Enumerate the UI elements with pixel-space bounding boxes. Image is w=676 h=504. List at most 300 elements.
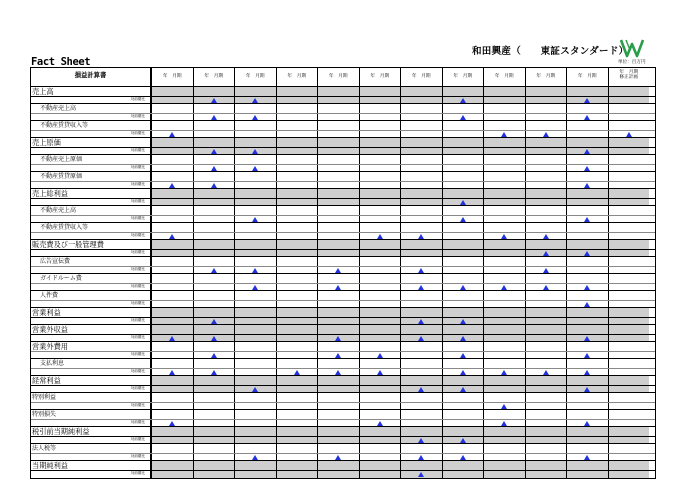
value-cell [151, 233, 193, 239]
value-cell [525, 325, 567, 334]
value-cell [193, 138, 235, 147]
value-cell [483, 393, 525, 402]
ratio-row [31, 284, 655, 291]
value-cell [608, 359, 650, 368]
value-cell [400, 223, 442, 232]
value-cell [276, 165, 318, 171]
value-cell [566, 308, 608, 317]
value-cell [608, 114, 650, 120]
value-cell [483, 267, 525, 273]
value-cell [276, 427, 318, 436]
ratio-label: 対前期比 [31, 216, 151, 222]
value-cell [566, 155, 608, 164]
value-cell [608, 308, 650, 317]
column-header-5: 年 月期 [317, 68, 359, 86]
value-cell [608, 342, 650, 351]
value-cell [234, 342, 276, 351]
value-cell [525, 114, 567, 120]
value-cell [442, 138, 484, 147]
value-cell [400, 471, 442, 478]
value-cell [234, 199, 276, 205]
value-cell [525, 376, 567, 385]
column-header-10: 年 月期 [525, 68, 567, 86]
triangle-up-icon [252, 217, 258, 222]
row-label: 売上高 [31, 87, 151, 96]
value-cell [608, 233, 650, 239]
triangle-up-icon [501, 132, 507, 137]
value-cell [317, 199, 359, 205]
value-cell [525, 131, 567, 137]
value-cell [525, 301, 567, 307]
value-cell [483, 386, 525, 392]
value-cell [483, 454, 525, 460]
value-cell [193, 240, 235, 249]
value-cell [400, 325, 442, 334]
value-cell [483, 342, 525, 351]
section-row [31, 240, 655, 250]
value-cell [193, 148, 235, 154]
value-cell [483, 359, 525, 368]
value-cell [151, 97, 193, 103]
value-cell [234, 335, 276, 341]
value-cell [400, 420, 442, 426]
value-cell [525, 223, 567, 232]
value-cell [566, 471, 608, 478]
ratio-label: 対前期比 [31, 352, 151, 358]
triangle-up-icon [584, 98, 590, 103]
triangle-up-icon [584, 421, 590, 426]
triangle-up-icon [584, 149, 590, 154]
ratio-row [31, 454, 655, 461]
value-cell [442, 403, 484, 409]
ratio-row [31, 97, 655, 104]
value-cell [566, 267, 608, 273]
triangle-up-icon [543, 285, 549, 290]
value-cell [608, 386, 650, 392]
value-cell [442, 308, 484, 317]
value-cell [193, 104, 235, 113]
value-cell [400, 104, 442, 113]
value-cell [400, 376, 442, 385]
item-row [31, 291, 655, 301]
triangle-up-icon [418, 387, 424, 392]
value-cell [442, 240, 484, 249]
triangle-up-icon [584, 166, 590, 171]
value-cell [400, 233, 442, 239]
value-cell [442, 284, 484, 290]
value-cell [234, 216, 276, 222]
ratio-row [31, 301, 655, 308]
value-cell [234, 359, 276, 368]
value-cell [193, 471, 235, 478]
triangle-up-icon [335, 353, 341, 358]
value-cell [359, 257, 401, 266]
ratio-row [31, 216, 655, 223]
triangle-up-icon [211, 115, 217, 120]
value-cell [608, 410, 650, 419]
value-cell [359, 114, 401, 120]
value-cell [608, 427, 650, 436]
value-cell [317, 274, 359, 283]
value-cell [608, 335, 650, 341]
row-label: 税引前当期純利益 [31, 427, 151, 436]
value-cell [317, 318, 359, 324]
value-cell [359, 148, 401, 154]
value-cell [566, 284, 608, 290]
value-cell [442, 471, 484, 478]
triangle-up-icon [418, 285, 424, 290]
triangle-up-icon [584, 183, 590, 188]
triangle-up-icon [418, 268, 424, 273]
value-cell [483, 189, 525, 198]
value-cell [608, 223, 650, 232]
column-header-9: 年 月期 [483, 68, 525, 86]
ratio-label: 対前期比 [31, 267, 151, 273]
ratio-label: 対前期比 [31, 318, 151, 324]
value-cell [359, 376, 401, 385]
value-cell [193, 403, 235, 409]
value-cell [234, 308, 276, 317]
value-cell [276, 284, 318, 290]
value-cell [400, 97, 442, 103]
value-cell [566, 359, 608, 368]
ratio-label: 対前期比 [31, 250, 151, 256]
value-cell [525, 342, 567, 351]
value-cell [151, 189, 193, 198]
triangle-up-icon [335, 268, 341, 273]
value-cell [483, 352, 525, 358]
value-cell [317, 97, 359, 103]
value-cell [359, 308, 401, 317]
value-cell [317, 216, 359, 222]
value-cell [400, 369, 442, 375]
value-cell [608, 369, 650, 375]
value-cell [442, 121, 484, 130]
value-cell [193, 410, 235, 419]
value-cell [442, 223, 484, 232]
value-cell [483, 148, 525, 154]
triangle-up-icon [211, 166, 217, 171]
value-cell [317, 461, 359, 470]
value-cell [525, 444, 567, 453]
value-cell [276, 267, 318, 273]
value-cell [359, 291, 401, 300]
value-cell [566, 420, 608, 426]
triangle-up-icon [418, 472, 424, 477]
row-label: 売上総利益 [31, 189, 151, 198]
value-cell [359, 410, 401, 419]
value-cell [276, 393, 318, 402]
value-cell [276, 335, 318, 341]
value-cell [151, 240, 193, 249]
value-cell [317, 335, 359, 341]
value-cell [566, 172, 608, 181]
ratio-label: 対前期比 [31, 437, 151, 443]
value-cell [151, 403, 193, 409]
column-header-3: 年 月期 [234, 68, 276, 86]
value-cell [276, 420, 318, 426]
value-cell [151, 121, 193, 130]
value-cell [525, 250, 567, 256]
value-cell [234, 291, 276, 300]
value-cell [483, 427, 525, 436]
triangle-up-icon [169, 370, 175, 375]
item-row [31, 257, 655, 267]
value-cell [234, 138, 276, 147]
value-cell [317, 393, 359, 402]
value-cell [359, 189, 401, 198]
value-cell [193, 206, 235, 215]
value-cell [566, 427, 608, 436]
triangle-up-icon [211, 336, 217, 341]
value-cell [442, 461, 484, 470]
value-cell [359, 216, 401, 222]
value-cell [608, 206, 650, 215]
value-cell [151, 386, 193, 392]
value-cell [400, 359, 442, 368]
value-cell [525, 155, 567, 164]
triangle-up-icon [377, 421, 383, 426]
value-cell [234, 182, 276, 188]
value-cell [317, 233, 359, 239]
value-cell [442, 301, 484, 307]
triangle-up-icon [377, 370, 383, 375]
value-cell [359, 359, 401, 368]
value-cell [400, 257, 442, 266]
triangle-up-icon [335, 336, 341, 341]
value-cell [193, 342, 235, 351]
value-cell [442, 386, 484, 392]
value-cell [359, 138, 401, 147]
value-cell [359, 318, 401, 324]
value-cell [608, 301, 650, 307]
value-cell [193, 131, 235, 137]
triangle-up-icon [460, 217, 466, 222]
value-cell [400, 182, 442, 188]
triangle-up-icon [501, 421, 507, 426]
value-cell [442, 216, 484, 222]
value-cell [276, 172, 318, 181]
value-cell [400, 437, 442, 443]
value-cell [359, 444, 401, 453]
value-cell [151, 131, 193, 137]
value-cell [442, 325, 484, 334]
value-cell [525, 165, 567, 171]
value-cell [566, 403, 608, 409]
value-cell [400, 155, 442, 164]
value-cell [317, 87, 359, 96]
value-cell [193, 301, 235, 307]
triangle-up-icon [584, 336, 590, 341]
value-cell [566, 352, 608, 358]
item-row [31, 155, 655, 165]
value-cell [359, 223, 401, 232]
value-cell [608, 420, 650, 426]
value-cell [442, 155, 484, 164]
row-label: 販売費及び一般管理費 [31, 240, 151, 249]
value-cell [151, 376, 193, 385]
table-header-row [31, 68, 655, 87]
value-cell [234, 206, 276, 215]
value-cell [483, 437, 525, 443]
section-row [31, 376, 655, 386]
ratio-label: 対前期比 [31, 420, 151, 426]
value-cell [483, 165, 525, 171]
value-cell [317, 189, 359, 198]
value-cell [234, 155, 276, 164]
value-cell [234, 386, 276, 392]
value-cell [359, 233, 401, 239]
value-cell [483, 461, 525, 470]
value-cell [151, 199, 193, 205]
item-row [31, 393, 655, 403]
value-cell [566, 274, 608, 283]
value-cell [442, 410, 484, 419]
row-label: 広告宣伝費 [31, 257, 151, 266]
value-cell [151, 182, 193, 188]
value-cell [608, 393, 650, 402]
value-cell [193, 359, 235, 368]
value-cell [566, 335, 608, 341]
value-cell [525, 172, 567, 181]
value-cell [317, 291, 359, 300]
value-cell [483, 223, 525, 232]
triangle-up-icon [377, 234, 383, 239]
sheet-title: Fact Sheet [31, 56, 91, 68]
value-cell [359, 325, 401, 334]
value-cell [442, 199, 484, 205]
value-cell [151, 308, 193, 317]
value-cell [276, 257, 318, 266]
value-cell [483, 284, 525, 290]
triangle-up-icon [211, 98, 217, 103]
value-cell [317, 104, 359, 113]
item-row [31, 104, 655, 114]
ratio-row [31, 114, 655, 121]
value-cell [566, 437, 608, 443]
value-cell [400, 274, 442, 283]
value-cell [608, 216, 650, 222]
company-title: 和田興産（ 東証スタンダード） [472, 46, 629, 57]
ratio-row [31, 352, 655, 359]
value-cell [317, 250, 359, 256]
value-cell [608, 461, 650, 470]
column-header-1: 年 月期 [151, 68, 193, 86]
value-cell [483, 206, 525, 215]
value-cell [483, 240, 525, 249]
value-cell [400, 335, 442, 341]
triangle-up-icon [626, 132, 632, 137]
value-cell [193, 121, 235, 130]
value-cell [483, 376, 525, 385]
value-cell [359, 352, 401, 358]
value-cell [442, 427, 484, 436]
value-cell [276, 437, 318, 443]
triangle-up-icon [584, 387, 590, 392]
value-cell [151, 250, 193, 256]
triangle-up-icon [584, 217, 590, 222]
value-cell [400, 284, 442, 290]
value-cell [276, 206, 318, 215]
value-cell [359, 240, 401, 249]
value-cell [525, 461, 567, 470]
value-cell [151, 267, 193, 273]
value-cell [276, 291, 318, 300]
value-cell [317, 240, 359, 249]
ratio-label: 対前期比 [31, 97, 151, 103]
value-cell [276, 471, 318, 478]
value-cell [234, 444, 276, 453]
value-cell [276, 87, 318, 96]
value-cell [193, 444, 235, 453]
value-cell [400, 308, 442, 317]
row-label: 法人税等 [31, 444, 151, 453]
value-cell [525, 393, 567, 402]
value-cell [483, 403, 525, 409]
triangle-up-icon [418, 234, 424, 239]
value-cell [400, 121, 442, 130]
value-cell [276, 104, 318, 113]
triangle-up-icon [169, 336, 175, 341]
value-cell [234, 410, 276, 419]
triangle-up-icon [543, 268, 549, 273]
value-cell [193, 420, 235, 426]
value-cell [359, 172, 401, 181]
value-cell [400, 172, 442, 181]
triangle-up-icon [252, 98, 258, 103]
value-cell [359, 427, 401, 436]
value-cell [525, 189, 567, 198]
value-cell [193, 318, 235, 324]
value-cell [400, 267, 442, 273]
value-cell [151, 454, 193, 460]
value-cell [525, 267, 567, 273]
value-cell [483, 335, 525, 341]
triangle-up-icon [501, 370, 507, 375]
value-cell [400, 444, 442, 453]
value-cell [442, 335, 484, 341]
triangle-up-icon [252, 387, 258, 392]
value-cell [193, 335, 235, 341]
value-cell [400, 386, 442, 392]
triangle-up-icon [543, 132, 549, 137]
triangle-up-icon [211, 353, 217, 358]
ratio-row [31, 182, 655, 189]
value-cell [566, 223, 608, 232]
value-cell [566, 461, 608, 470]
value-cell [359, 284, 401, 290]
row-label: 不動産売上原価 [31, 155, 151, 164]
value-cell [608, 267, 650, 273]
value-cell [400, 393, 442, 402]
value-cell [151, 155, 193, 164]
triangle-up-icon [169, 234, 175, 239]
value-cell [193, 182, 235, 188]
value-cell [525, 386, 567, 392]
value-cell [193, 427, 235, 436]
value-cell [317, 325, 359, 334]
value-cell [442, 454, 484, 460]
ratio-label: 対前期比 [31, 131, 151, 137]
value-cell [276, 369, 318, 375]
value-cell [608, 257, 650, 266]
value-cell [525, 284, 567, 290]
value-cell [442, 172, 484, 181]
ratio-row [31, 335, 655, 342]
item-row [31, 410, 655, 420]
item-row [31, 342, 655, 352]
value-cell [566, 318, 608, 324]
